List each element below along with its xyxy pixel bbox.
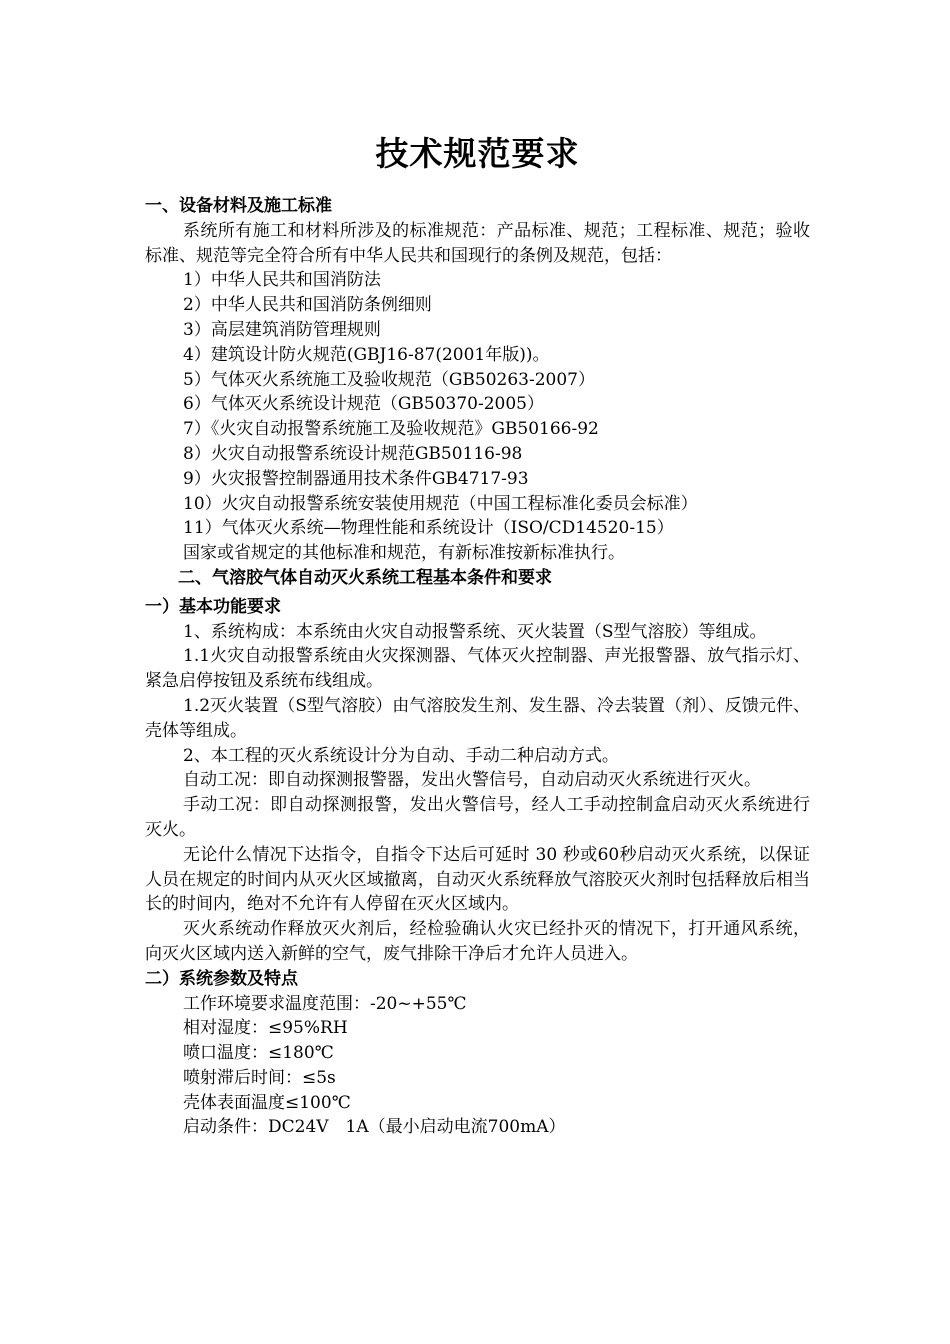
list-item: 相对湿度：≤95%RH (183, 1018, 348, 1039)
list-item: 6）气体灭火系统设计规范（GB50370-2005） (183, 394, 544, 415)
list-item: 3）高层建筑消防管理规则 (183, 319, 381, 340)
list-item: 2）中华人民共和国消防条例细则 (183, 295, 432, 316)
section-heading-equipment-standards: 一、设备材料及施工标准 (145, 196, 332, 216)
section-intro-paragraph: 系统所有施工和材料所涉及的标准规范：产品标准、规范；工程标准、规范；验收标准、规范等完全符合所有中华人民共和国现行的条例及规范，包括： (145, 220, 810, 266)
list-item: 7）《火灾自动报警系统施工及验收规范》GB50166-92 (183, 419, 599, 440)
list-item: 8）火灾自动报警系统设计规范GB50116-98 (183, 443, 523, 464)
list-item: 喷射滞后时间：≤5s (183, 1067, 336, 1088)
list-item: 1）中华人民共和国消防法 (183, 270, 381, 291)
section-heading-aerosol-system: 二、气溶胶气体自动灭火系统工程基本条件和要求 (178, 567, 552, 588)
list-item: 壳体表面温度≤100℃ (183, 1092, 351, 1113)
paragraph: 无论什么情况下达指令，自指令下达后可延时 30 秒或60秒启动灭火系统，以保证人员在规定的时间内从灭火区域撤离，自动灭火系统释放气溶胶灭火剂时包括释放后相当长的时间内，绝对不允许有人停留在灭火区域内。 (145, 844, 810, 915)
paragraph: 灭火系统动作释放灭火剂后，经检验确认火灾已经扑灭的情况下，打开通风系统，向灭火区域内送入新鲜的空气，废气排除干净后才允许人员进入。 (145, 919, 810, 964)
list-item: 工作环境要求温度范围：-20~+55℃ (183, 993, 467, 1014)
paragraph: 1、系统构成：本系统由火灾自动报警系统、灭火装置（S型气溶胶）等组成。 (183, 621, 767, 642)
list-item: 启动条件：DC24V 1A（最小启动电流700mA） (183, 1117, 566, 1138)
list-item: 5）气体灭火系统施工及验收规范（GB50263-2007） (183, 369, 595, 390)
paragraph: 1.2灭火装置（S型气溶胶）由气溶胶发生剂、发生器、冷去装置（剂）、反馈元件、壳体等组成。 (145, 695, 810, 741)
paragraph: 1.1火灾自动报警系统由火灾探测器、气体灭火控制器、声光报警器、放气指示灯、紧急启停按钮及系统布线组成。 (145, 646, 810, 692)
paragraph: 手动工况：即自动探测报警，发出火警信号，经人工手动控制盒启动灭火系统进行灭火。 (145, 795, 810, 840)
list-item: 10）火灾自动报警系统安装使用规范（中国工程标准化委员会标准） (183, 493, 698, 514)
list-item: 11）气体灭火系统—物理性能和系统设计（ISO/CD14520-15） (183, 518, 674, 539)
paragraph: 自动工况：即自动探测报警器，发出火警信号，自动启动灭火系统进行灭火。 (183, 770, 761, 791)
system-parameters-list (145, 992, 810, 1141)
basic-functions-body (145, 620, 810, 967)
list-item: 9）火灾报警控制器通用技术条件GB4717-93 (183, 468, 529, 489)
standards-list (145, 268, 810, 541)
subsection-heading-basic-functions: 一）基本功能要求 (145, 596, 281, 617)
document-title: 技术规范要求 (375, 134, 580, 173)
paragraph: 2、本工程的灭火系统设计分为自动、手动二种启动方式。 (183, 745, 619, 766)
subsection-heading-system-parameters: 二）系统参数及特点 (145, 968, 298, 989)
list-item: 喷口温度：≤180℃ (183, 1043, 334, 1064)
section-closing-line: 国家或省规定的其他标准和规范，有新标准按新标准执行。 (183, 543, 625, 564)
list-item: 4）建筑设计防火规范(GBJ16-87(2001年版))。 (183, 344, 550, 365)
